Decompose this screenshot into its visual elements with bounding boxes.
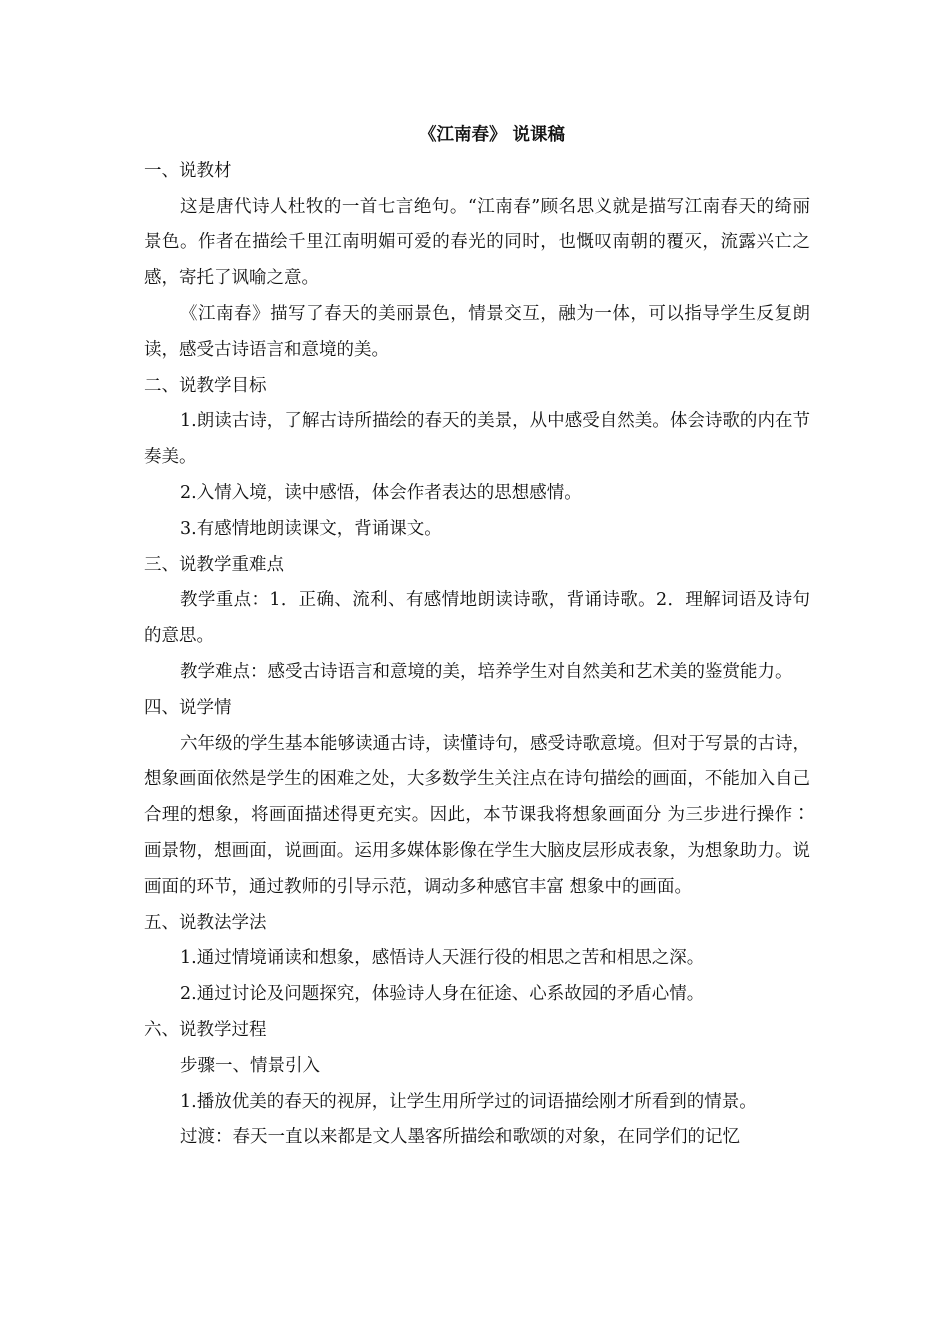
document-title: 《江南春》 说课稿	[418, 125, 566, 145]
section-heading-objectives: 二、说教学目标	[144, 375, 267, 396]
paragraph: 2.通过讨论及问题探究，体验诗人身在征途、心系故园的矛盾心情。	[180, 984, 705, 1005]
paragraph: 1.朗读古诗，了解古诗所描绘的春天的美景，从中感受自然美。体会诗歌的内在节奏美。	[144, 411, 810, 468]
section-heading-process: 六、说教学过程	[144, 1019, 267, 1040]
section-heading-textbook: 一、说教材	[144, 160, 232, 181]
paragraph: 六年级的学生基本能够读通古诗，读懂诗句，感受诗歌意境。但对于写景的古诗，想象画面依然是学生的困难之处，大多数学生关注点在诗句描绘的画面，不能加入自己合理的想象，将画面描述得更充实。因此，本节课我将想象画面分 为三步进行操作∶画景物，想画面，说画面。运用多媒体影像在学生大脑皮层形成表象，为想象助力。说画面的环节，通过教师的引导示范，调动多种感官丰富 想象中的画面。	[144, 733, 810, 897]
section-heading-key-points: 三、说教学重难点	[144, 554, 284, 575]
paragraph: 1.通过情境诵读和想象，感悟诗人天涯行役的相思之苦和相思之深。	[180, 948, 705, 969]
section-heading-methods: 五、说教法学法	[144, 912, 267, 933]
section-heading-students: 四、说学情	[144, 697, 232, 718]
paragraph: 过渡：春天一直以来都是文人墨客所描绘和歌颂的对象，在同学们的记忆	[180, 1127, 740, 1148]
document-page	[144, 118, 810, 1156]
paragraph: 1.播放优美的春天的视屏，让学生用所学过的词语描绘刚才所看到的情景。	[180, 1091, 757, 1112]
paragraph: 《江南春》描写了春天的美丽景色，情景交互，融为一体，可以指导学生反复朗读，感受古诗语言和意境的美。	[144, 303, 810, 360]
paragraph: 步骤一、情景引入	[180, 1055, 320, 1076]
paragraph: 教学难点：感受古诗语言和意境的美，培养学生对自然美和艺术美的鉴赏能力。	[180, 661, 793, 682]
paragraph: 3.有感情地朗读课文，背诵课文。	[180, 518, 442, 539]
paragraph: 这是唐代诗人杜牧的一首七言绝句。“江南春”顾名思义就是描写江南春天的绮丽景色。作者在描绘千里江南明媚可爱的春光的同时，也慨叹南朝的覆灭，流露兴亡之感，寄托了讽喻之意。	[144, 196, 810, 289]
paragraph: 2.入情入境，读中感悟，体会作者表达的思想感情。	[180, 482, 582, 503]
paragraph: 教学重点：1．正确、流利、有感情地朗读诗歌，背诵诗歌。2．理解词语及诗句的意思。	[144, 590, 810, 647]
